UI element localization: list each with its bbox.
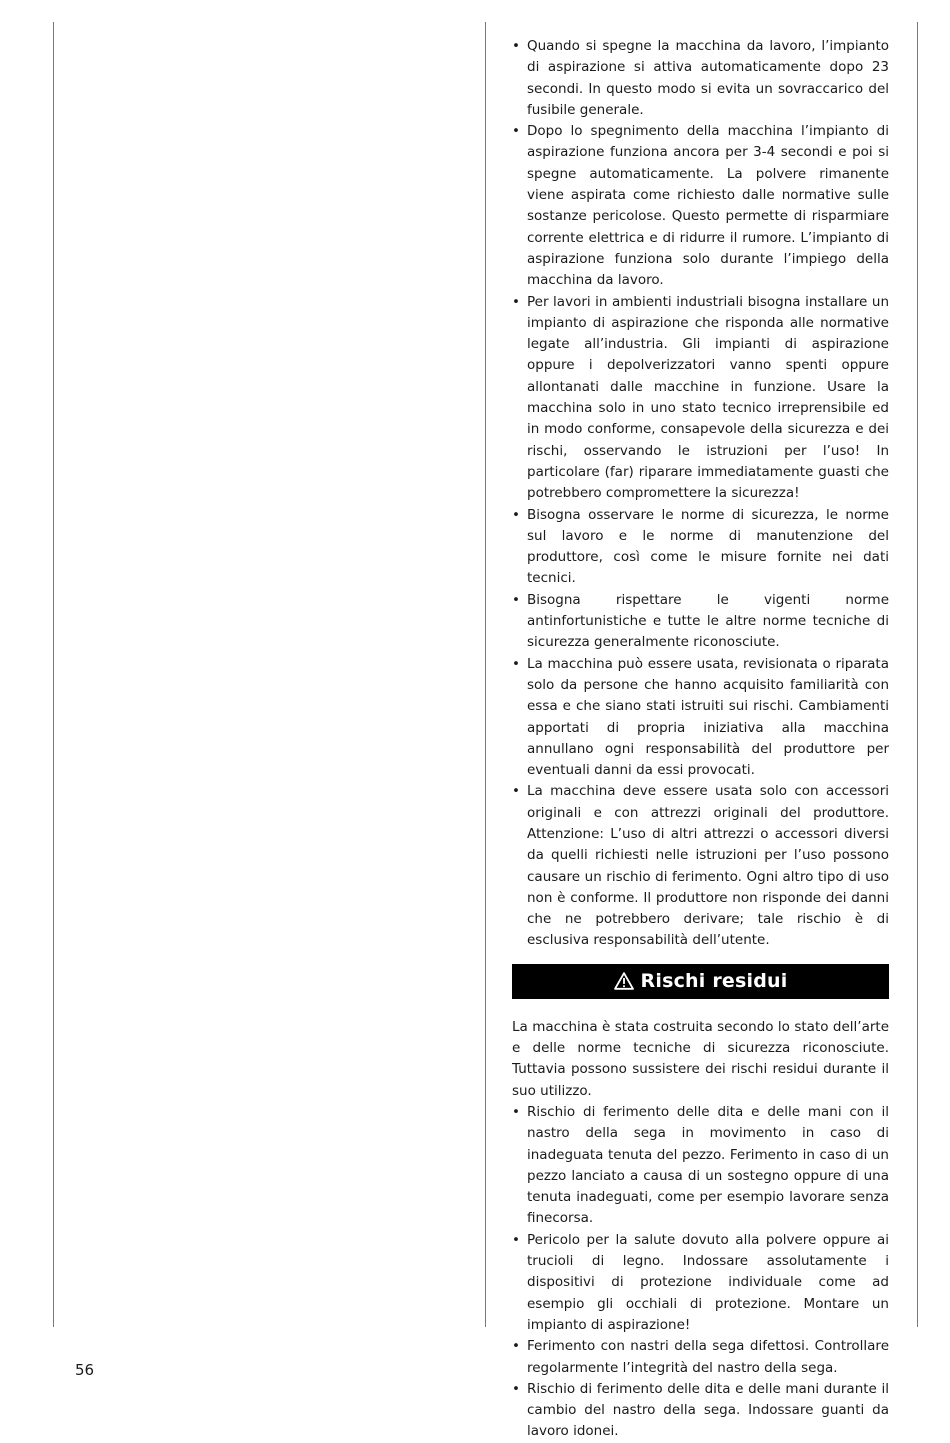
safety-bullet-list xyxy=(512,36,889,952)
list-item: • La macchina può essere usata, revisionata o riparata solo da persone che hanno acquisito familiarità con essa e che siano stati istruiti sui rischi. Cambiamenti apportati di propria iniziativa alla macchina annullano ogni responsabilità del produttore per eventuali danni da essi provocati. xyxy=(512,654,889,782)
list-item: • Ferimento con nastri della sega difettosi. Controllare regolarmente l’integrità del nastro della sega. xyxy=(512,1336,889,1379)
section-heading-bar xyxy=(512,964,889,999)
list-item: • Bisogna osservare le norme di sicurezza, le norme sul lavoro e le norme di manutenzione del produttore, così come le misure fornite nei dati tecnici. xyxy=(512,505,889,590)
list-item: • Dopo lo spegnimento della macchina l’impianto di aspirazione funziona ancora per 3-4 secondi e poi si spegne automaticamente. La polvere rimanente viene aspirata come richiesto dalle normative sulle sostanze pericolose. Questo permette di risparmiare corrente elettrica e di ridurre il rumore. L’impianto di aspirazione funziona solo durante l’impiego della macchina da lavoro. xyxy=(512,121,889,291)
page-number: 56 xyxy=(75,1361,95,1379)
margin-rule-left xyxy=(53,22,54,1327)
list-item: • Per lavori in ambienti industriali bisogna installare un impianto di aspirazione che risponda alle normative legate all’industria. Gli impianti di aspirazione oppure i depolverizzatori vanno spenti oppure allontanati dalle macchine in funzione. Usare la macchina solo in uno stato tecnico irreprensibile ed in modo conforme, consapevole della sicurezza e dei rischi, osservando le istruzioni per l’uso! In particolare (far) riparare immediatamente guasti che potrebbero compromettere la sicurezza! xyxy=(512,292,889,505)
column-rule-center xyxy=(485,22,486,1327)
list-item: • Quando si spegne la macchina da lavoro, l’impianto di aspirazione si attiva automaticamente dopo 23 secondi. In questo modo si evita un sovraccarico del fusibile generale. xyxy=(512,36,889,121)
list-item: • La macchina deve essere usata solo con accessori originali e con attrezzi originali del produttore. Attenzione: L’uso di altri attrezzi o accessori diversi da quelli richiesti nelle istruzioni per l’uso possono causare un rischio di ferimento. Ogni altro tipo di uso non è conforme. Il produttore non risponde dei danni che ne potrebbero derivare; tale rischio è di esclusiva responsabilità dell’utente. xyxy=(512,781,889,951)
margin-rule-right xyxy=(917,22,918,1327)
warning-triangle-icon xyxy=(614,972,634,990)
list-item: • Rischio di ferimento delle dita e delle mani con il nastro della sega in movimento in caso di inadeguata tenuta del pezzo. Ferimento in caso di un pezzo lanciato a causa di un sostegno oppure di una tenuta inadeguati, come per esempio lavorare senza finecorsa. xyxy=(512,1102,889,1230)
section-intro: La macchina è stata costruita secondo lo stato dell’arte e delle norme tecniche di sicurezza riconosciute. Tuttavia possono sussistere dei rischi residui durante il suo utilizzo. xyxy=(512,1018,889,1099)
list-item: • Rischio di ferimento delle dita e delle mani durante il cambio del nastro della sega. Indossare guanti da lavoro idonei. xyxy=(512,1379,889,1443)
right-text-column xyxy=(512,36,889,1443)
list-item: • Bisogna rispettare le vigenti norme antinfortunistiche e tutte le altre norme tecniche di sicurezza generalmente riconosciute. xyxy=(512,590,889,654)
list-item: • Pericolo per la salute dovuto alla polvere oppure ai trucioli di legno. Indossare assolutamente i dispositivi di protezione individuale come ad esempio gli occhiali di protezione. Montare un impianto di aspirazione! xyxy=(512,1230,889,1336)
section-title: Rischi residui xyxy=(640,969,788,992)
residual-risk-bullet-list xyxy=(512,1102,889,1443)
